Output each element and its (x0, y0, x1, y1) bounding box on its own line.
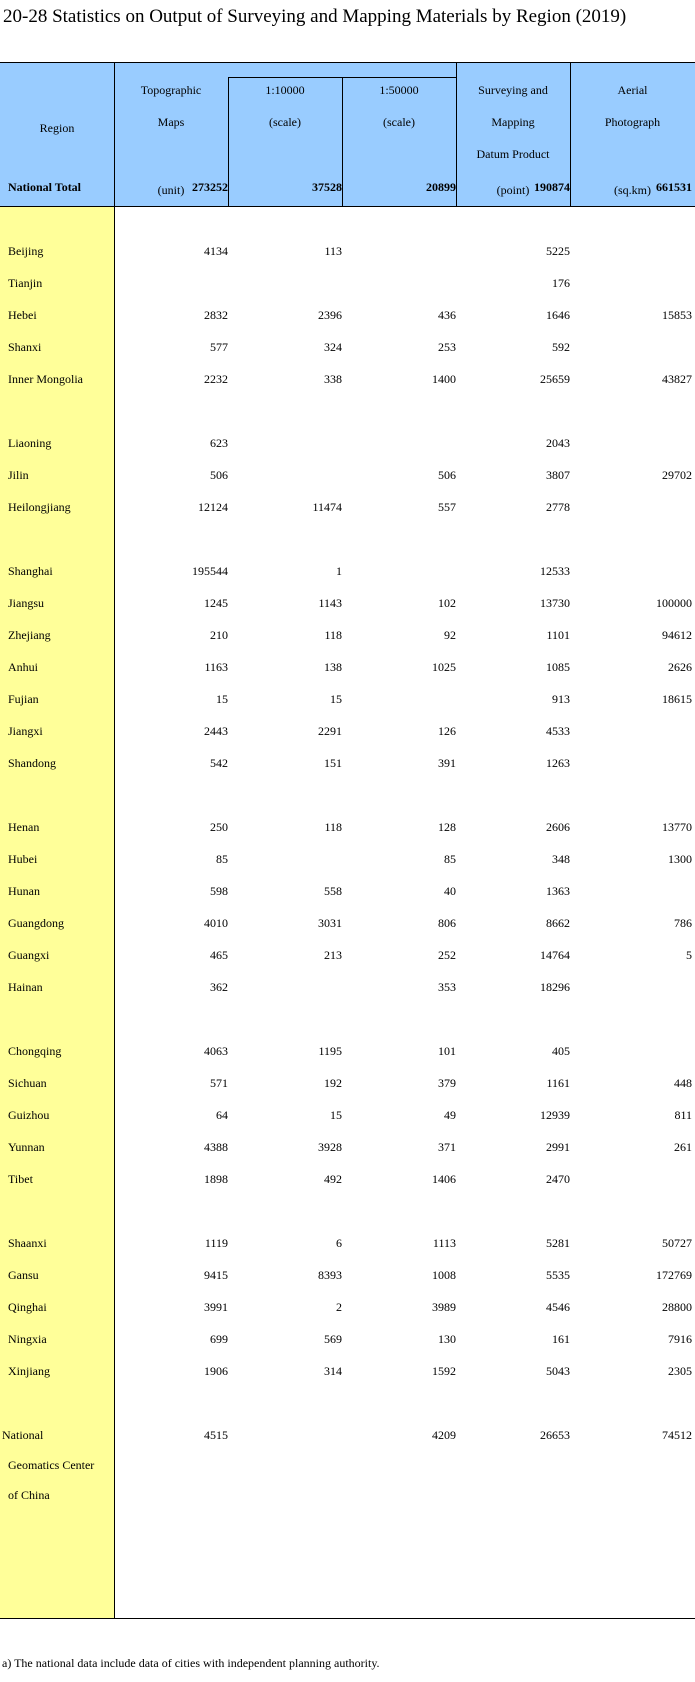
aerial-cell: 5 (686, 948, 692, 962)
aerial-cell (582, 882, 692, 900)
topo-cell: 4063 (204, 1044, 228, 1058)
topo-cell: 1245 (204, 596, 228, 610)
aerial-cell: 7916 (668, 1332, 692, 1346)
aerial-cell: 43827 (662, 372, 692, 386)
datum-cell: 12939 (540, 1108, 570, 1122)
data-table (0, 62, 695, 1620)
datum-cell: 12533 (540, 564, 570, 578)
s10000-cell (232, 466, 342, 484)
region-cell: of China (8, 1488, 50, 1502)
s50000-cell: 130 (438, 1332, 456, 1346)
datum-cell: 5535 (546, 1268, 570, 1282)
datum-cell: 1101 (546, 628, 570, 642)
region-cell: Hainan (8, 980, 43, 994)
topo-cell: 1898 (204, 1172, 228, 1186)
header-1-10000-line1: 1:10000 (265, 83, 305, 97)
datum-cell: 2606 (546, 820, 570, 834)
datum-cell: 4533 (546, 724, 570, 738)
aerial-cell: 28800 (662, 1300, 692, 1314)
region-cell: Fujian (8, 692, 39, 706)
header-column-rule (228, 77, 229, 207)
header-bottom-rule (0, 206, 695, 207)
header-datum-line1: Surveying and (478, 83, 548, 97)
region-cell: Jiangsu (8, 596, 44, 610)
topo-cell: 9415 (204, 1268, 228, 1282)
s50000-cell: 102 (438, 596, 456, 610)
s50000-cell: 252 (438, 948, 456, 962)
aerial-cell (582, 338, 692, 356)
s10000-cell: 37528 (312, 180, 342, 194)
header-topo-line1: Topographic (140, 83, 202, 97)
aerial-cell (582, 434, 692, 452)
aerial-cell: 2626 (668, 660, 692, 674)
region-cell: Shaanxi (8, 1236, 47, 1250)
region-cell: National (2, 1428, 44, 1442)
datum-cell: 2778 (546, 500, 570, 514)
region-cell: Hunan (8, 884, 40, 898)
aerial-cell: 74512 (662, 1428, 692, 1442)
datum-cell: 1161 (546, 1076, 570, 1090)
region-cell: National Total (8, 180, 82, 194)
region-cell: Shanxi (8, 340, 42, 354)
datum-cell: 405 (552, 1044, 570, 1058)
header-column-rule (570, 62, 571, 207)
s10000-cell: 15 (330, 692, 342, 706)
table-title: 20-28 Statistics on Output of Surveying and Mapping Materials by Region (2019) (3, 6, 627, 27)
region-cell: Inner Mongolia (8, 372, 83, 386)
s50000-cell: 1406 (432, 1172, 456, 1186)
s10000-cell: 3031 (318, 916, 342, 930)
s50000-cell: 557 (438, 500, 456, 514)
region-column-rule (114, 62, 115, 1619)
topo-cell: 542 (210, 756, 228, 770)
header-column-rule (456, 62, 457, 207)
aerial-cell: 448 (674, 1076, 692, 1090)
s50000-cell: 371 (438, 1140, 456, 1154)
topo-cell: 210 (210, 628, 228, 642)
s50000-cell: 126 (438, 724, 456, 738)
aerial-cell: 18615 (662, 692, 692, 706)
region-cell: Anhui (8, 660, 38, 674)
aerial-cell: 15853 (662, 308, 692, 322)
s10000-cell: 118 (324, 628, 342, 642)
topo-cell (118, 274, 228, 292)
datum-cell: 190874 (534, 180, 570, 194)
s50000-cell: 4209 (432, 1428, 456, 1442)
topo-cell: 250 (210, 820, 228, 834)
s10000-cell: 492 (324, 1172, 342, 1186)
header-topo-unit: (unit) (157, 183, 185, 197)
datum-cell: 13730 (540, 596, 570, 610)
footnote: a) The national data include data of cities with independent planning authority. (2, 1656, 380, 1670)
s50000-cell: 40 (444, 884, 456, 898)
aerial-cell (582, 722, 692, 740)
datum-cell: 8662 (546, 916, 570, 930)
header-topo-line2: Maps (157, 115, 185, 129)
region-cell: Zhejiang (8, 628, 51, 642)
datum-cell: 592 (552, 340, 570, 354)
region-cell: Gansu (8, 1268, 39, 1282)
s50000-cell (346, 274, 456, 292)
datum-cell: 1263 (546, 756, 570, 770)
region-cell: Tianjin (8, 276, 43, 290)
s10000-cell (232, 1426, 342, 1444)
topo-cell: 4010 (204, 916, 228, 930)
aerial-cell: 786 (674, 916, 692, 930)
s10000-cell: 338 (324, 372, 342, 386)
s50000-cell: 101 (438, 1044, 456, 1058)
topo-cell: 4134 (204, 244, 228, 258)
region-cell: Henan (8, 820, 40, 834)
s10000-cell: 314 (324, 1364, 342, 1378)
topo-cell: 598 (210, 884, 228, 898)
datum-cell: 4546 (546, 1300, 570, 1314)
table-bottom-rule (0, 1618, 695, 1619)
datum-cell: 25659 (540, 372, 570, 386)
datum-cell: 5043 (546, 1364, 570, 1378)
table-top-rule (0, 62, 695, 63)
s50000-cell: 1400 (432, 372, 456, 386)
datum-cell: 913 (552, 692, 570, 706)
header-region: Region (39, 121, 75, 135)
topo-cell: 273252 (192, 180, 228, 194)
region-cell: Sichuan (8, 1076, 47, 1090)
topo-cell: 12124 (198, 500, 228, 514)
region-cell: Hubei (8, 852, 38, 866)
s10000-cell: 15 (330, 1108, 342, 1122)
topo-cell: 699 (210, 1332, 228, 1346)
s50000-cell: 92 (444, 628, 456, 642)
datum-cell: 14764 (540, 948, 570, 962)
aerial-cell (582, 274, 692, 292)
s10000-cell: 113 (324, 244, 342, 258)
region-cell: Xinjiang (8, 1364, 50, 1378)
datum-cell: 1363 (546, 884, 570, 898)
s10000-cell: 558 (324, 884, 342, 898)
aerial-cell (582, 498, 692, 516)
header-datum-unit: (point) (496, 183, 530, 197)
s50000-cell: 1592 (432, 1364, 456, 1378)
topo-cell: 1119 (204, 1236, 228, 1250)
s10000-cell: 151 (324, 756, 342, 770)
header-datum-line2: Mapping (491, 115, 535, 129)
header-1-50000-line2: (scale) (383, 115, 415, 129)
datum-cell: 1085 (546, 660, 570, 674)
s10000-cell: 1143 (318, 596, 342, 610)
datum-cell: 2991 (546, 1140, 570, 1154)
topo-cell: 195544 (192, 564, 228, 578)
region-cell: Qinghai (8, 1300, 47, 1314)
aerial-cell: 50727 (662, 1236, 692, 1250)
datum-cell: 348 (552, 852, 570, 866)
topo-cell: 4388 (204, 1140, 228, 1154)
header-aerial-line2: Photograph (604, 115, 661, 129)
s50000-cell (346, 434, 456, 452)
header-aerial-unit: (sq.km) (614, 183, 651, 197)
s50000-cell: 3989 (432, 1300, 456, 1314)
s10000-cell (232, 434, 342, 452)
aerial-cell: 13770 (662, 820, 692, 834)
aerial-cell: 94612 (662, 628, 692, 642)
datum-cell: 3807 (546, 468, 570, 482)
s10000-cell: 1195 (318, 1044, 342, 1058)
region-cell: Chongqing (8, 1044, 62, 1058)
aerial-cell: 661531 (656, 180, 692, 194)
aerial-cell (582, 562, 692, 580)
s50000-cell: 1113 (432, 1236, 456, 1250)
s10000-cell: 138 (324, 660, 342, 674)
aerial-cell: 2305 (668, 1364, 692, 1378)
region-cell: Guangdong (8, 916, 64, 930)
s50000-cell: 436 (438, 308, 456, 322)
region-cell: Jilin (8, 468, 29, 482)
region-column (0, 207, 114, 1619)
topo-cell: 64 (216, 1108, 228, 1122)
region-cell: Ningxia (8, 1332, 47, 1346)
s10000-cell: 11474 (312, 500, 342, 514)
s50000-cell: 379 (438, 1076, 456, 1090)
s10000-cell: 6 (336, 1236, 342, 1250)
s50000-cell: 506 (438, 468, 456, 482)
s10000-cell: 3928 (318, 1140, 342, 1154)
region-cell: Beijing (8, 244, 44, 258)
s50000-cell: 1025 (432, 660, 456, 674)
s10000-cell: 2 (336, 1300, 342, 1314)
topo-cell: 571 (210, 1076, 228, 1090)
header-1-10000-line2: (scale) (269, 115, 301, 129)
topo-cell: 2832 (204, 308, 228, 322)
header-1-50000-line1: 1:50000 (379, 83, 419, 97)
region-cell: Shanghai (8, 564, 53, 578)
s50000-cell (346, 242, 456, 260)
region-cell: Yunnan (8, 1140, 45, 1154)
topo-cell: 623 (210, 436, 228, 450)
s10000-cell (232, 274, 342, 292)
topo-cell: 506 (210, 468, 228, 482)
topo-cell: 577 (210, 340, 228, 354)
header-aerial-line1: Aerial (617, 83, 648, 97)
aerial-cell (582, 978, 692, 996)
datum-cell: 5281 (546, 1236, 570, 1250)
s50000-cell (346, 690, 456, 708)
topo-cell: 4515 (204, 1428, 228, 1442)
s10000-cell (232, 978, 342, 996)
region-cell: Tibet (8, 1172, 33, 1186)
s10000-cell: 569 (324, 1332, 342, 1346)
aerial-cell: 1300 (668, 852, 692, 866)
topo-cell: 15 (216, 692, 228, 706)
s50000-cell: 20899 (426, 180, 456, 194)
datum-cell: 161 (552, 1332, 570, 1346)
aerial-cell (582, 1170, 692, 1188)
s10000-cell (232, 850, 342, 868)
region-cell: Geomatics Center (8, 1458, 95, 1472)
datum-cell: 176 (552, 276, 570, 290)
datum-cell: 2470 (546, 1172, 570, 1186)
topo-cell: 3991 (204, 1300, 228, 1314)
s10000-cell: 213 (324, 948, 342, 962)
region-cell: Hebei (8, 308, 37, 322)
s50000-cell (346, 562, 456, 580)
datum-cell: 2043 (546, 436, 570, 450)
s10000-cell: 2396 (318, 308, 342, 322)
s10000-cell: 2291 (318, 724, 342, 738)
s50000-cell: 49 (444, 1108, 456, 1122)
s50000-cell: 253 (438, 340, 456, 354)
topo-cell: 2232 (204, 372, 228, 386)
s50000-cell: 128 (438, 820, 456, 834)
s10000-cell: 192 (324, 1076, 342, 1090)
aerial-cell (582, 1042, 692, 1060)
topo-cell: 362 (210, 980, 228, 994)
topo-cell: 1163 (204, 660, 228, 674)
s10000-cell: 118 (324, 820, 342, 834)
aerial-cell: 29702 (662, 468, 692, 482)
s50000-cell: 85 (444, 852, 456, 866)
aerial-cell: 172769 (656, 1268, 692, 1282)
topo-cell: 1906 (204, 1364, 228, 1378)
s50000-cell: 1008 (432, 1268, 456, 1282)
s10000-cell: 1 (336, 564, 342, 578)
datum-cell: 5225 (546, 244, 570, 258)
header-column-rule (342, 77, 343, 207)
region-cell: Jiangxi (8, 724, 43, 738)
aerial-cell: 261 (674, 1140, 692, 1154)
region-cell: Guizhou (8, 1108, 50, 1122)
topo-cell: 85 (216, 852, 228, 866)
aerial-cell (582, 754, 692, 772)
region-cell: Liaoning (8, 436, 52, 450)
s50000-cell: 806 (438, 916, 456, 930)
topo-cell: 2443 (204, 724, 228, 738)
region-cell: Heilongjiang (8, 500, 71, 514)
aerial-cell: 100000 (656, 596, 692, 610)
region-cell: Shandong (8, 756, 56, 770)
topo-cell: 465 (210, 948, 228, 962)
s50000-cell: 353 (438, 980, 456, 994)
datum-cell: 26653 (540, 1428, 570, 1442)
datum-cell: 18296 (540, 980, 570, 994)
region-cell: Guangxi (8, 948, 50, 962)
s50000-cell: 391 (438, 756, 456, 770)
aerial-cell (582, 242, 692, 260)
aerial-cell: 811 (674, 1108, 692, 1122)
s10000-cell: 324 (324, 340, 342, 354)
datum-cell: 1646 (546, 308, 570, 322)
s10000-cell: 8393 (318, 1268, 342, 1282)
header-datum-line3: Datum Product (476, 147, 550, 161)
